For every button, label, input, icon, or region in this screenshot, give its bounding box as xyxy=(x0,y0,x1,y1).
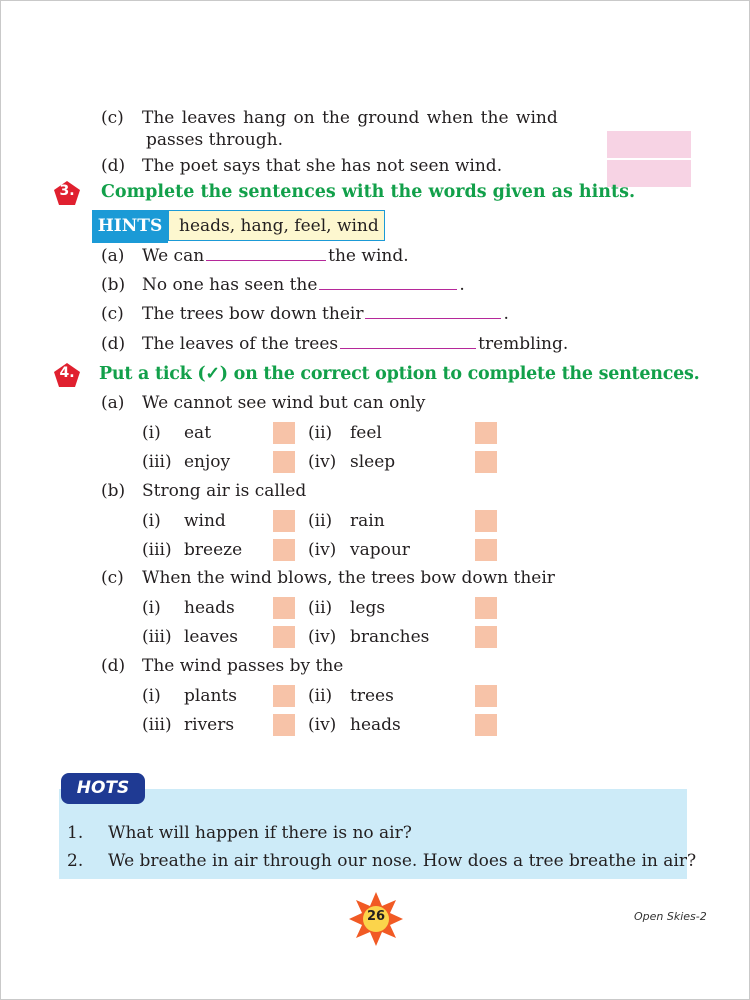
q4-heading: Put a tick (✓) on the correct option to complete the sentences. xyxy=(99,364,700,384)
tick-box[interactable] xyxy=(475,685,497,707)
q3-d-blank[interactable] xyxy=(340,334,476,349)
option-text: leaves xyxy=(184,627,239,647)
q4-question-label: (d) xyxy=(101,656,126,676)
answer-box-c[interactable] xyxy=(607,131,691,158)
hints-label: HINTS xyxy=(92,210,168,243)
item-c-text-cont: passes through. xyxy=(146,130,283,150)
q3-b-after: . xyxy=(459,275,465,295)
tick-box[interactable] xyxy=(273,451,295,473)
q3-d-sentence xyxy=(142,334,568,354)
option-number: (iv) xyxy=(308,715,337,735)
option-number: (ii) xyxy=(308,511,333,531)
option-number: (ii) xyxy=(308,598,333,618)
tick-box[interactable] xyxy=(475,714,497,736)
option-number: (i) xyxy=(142,511,161,531)
option-text: enjoy xyxy=(184,452,231,472)
item-d-text: The poet says that she has not seen wind. xyxy=(142,156,503,176)
q3-a-after: the wind. xyxy=(328,246,409,266)
item-c-text: The leaves hang on the ground when the wind xyxy=(142,108,558,128)
q3-c-label: (c) xyxy=(101,304,124,324)
q3-c-blank[interactable] xyxy=(365,304,501,319)
option-text: plants xyxy=(184,686,237,706)
q3-b-before: No one has seen the xyxy=(142,275,318,295)
q3-a-sentence xyxy=(142,246,409,266)
option-number: (iii) xyxy=(142,452,172,472)
option-number: (ii) xyxy=(308,686,333,706)
q4-number: 4. xyxy=(59,365,75,381)
q4-number-badge xyxy=(54,363,80,387)
q3-b-label: (b) xyxy=(101,275,126,295)
page-number-badge xyxy=(349,892,403,946)
option-number: (iv) xyxy=(308,452,337,472)
q4-question-text: Strong air is called xyxy=(142,481,307,501)
option-text: branches xyxy=(350,627,430,647)
item-c-label: (c) xyxy=(101,108,124,128)
option-text: feel xyxy=(350,423,382,443)
option-number: (iii) xyxy=(142,540,172,560)
page-number: 26 xyxy=(366,909,386,924)
hots-item-1-num: 1. xyxy=(67,823,84,843)
q4-question-text: The wind passes by the xyxy=(142,656,344,676)
option-number: (i) xyxy=(142,423,161,443)
q4-question-text: We cannot see wind but can only xyxy=(142,393,426,413)
option-text: breeze xyxy=(184,540,243,560)
hints-box: heads, hang, feel, wind xyxy=(168,210,385,241)
item-d-label: (d) xyxy=(101,156,126,176)
q3-d-label: (d) xyxy=(101,334,126,354)
option-number: (i) xyxy=(142,686,161,706)
q3-a-label: (a) xyxy=(101,246,125,266)
tick-box[interactable] xyxy=(475,451,497,473)
q4-question-text: When the wind blows, the trees bow down their xyxy=(142,568,555,588)
tick-box[interactable] xyxy=(475,597,497,619)
hots-item-1-text: What will happen if there is no air? xyxy=(108,823,412,843)
option-number: (iv) xyxy=(308,627,337,647)
tick-box[interactable] xyxy=(475,626,497,648)
tick-box[interactable] xyxy=(273,510,295,532)
option-text: legs xyxy=(350,598,386,618)
tick-box[interactable] xyxy=(273,714,295,736)
option-text: rain xyxy=(350,511,385,531)
option-number: (iii) xyxy=(142,715,172,735)
option-text: rivers xyxy=(184,715,235,735)
q4-question-label: (c) xyxy=(101,568,124,588)
option-text: vapour xyxy=(350,540,410,560)
q4-question-label: (b) xyxy=(101,481,126,501)
q3-a-blank[interactable] xyxy=(206,246,326,261)
q3-a-before: We can xyxy=(142,246,205,266)
q3-b-sentence xyxy=(142,275,465,295)
q3-number-badge xyxy=(54,181,80,205)
q3-d-before: The leaves of the trees xyxy=(142,334,339,354)
option-text: eat xyxy=(184,423,212,443)
q4-question-label: (a) xyxy=(101,393,125,413)
hots-item-2-num: 2. xyxy=(67,851,84,871)
hots-title: HOTS xyxy=(61,773,145,804)
option-number: (ii) xyxy=(308,423,333,443)
hots-item-2-text: We breathe in air through our nose. How does a tree breathe in air? xyxy=(108,851,697,871)
q3-b-blank[interactable] xyxy=(319,275,457,290)
book-title: Open Skies-2 xyxy=(634,910,707,923)
option-text: heads xyxy=(184,598,235,618)
q3-number: 3. xyxy=(59,183,75,199)
tick-box[interactable] xyxy=(475,422,497,444)
tick-box[interactable] xyxy=(475,539,497,561)
tick-box[interactable] xyxy=(273,597,295,619)
tick-box[interactable] xyxy=(273,422,295,444)
option-number: (iii) xyxy=(142,627,172,647)
option-text: sleep xyxy=(350,452,396,472)
q3-c-before: The trees bow down their xyxy=(142,304,364,324)
q3-c-sentence xyxy=(142,304,509,324)
q3-d-after: trembling. xyxy=(478,334,569,354)
option-number: (iv) xyxy=(308,540,337,560)
option-text: heads xyxy=(350,715,401,735)
option-number: (i) xyxy=(142,598,161,618)
option-text: trees xyxy=(350,686,394,706)
q3-heading: Complete the sentences with the words given as hints. xyxy=(101,182,636,202)
tick-box[interactable] xyxy=(273,685,295,707)
option-text: wind xyxy=(184,511,226,531)
tick-box[interactable] xyxy=(273,539,295,561)
tick-box[interactable] xyxy=(273,626,295,648)
q3-c-after: . xyxy=(503,304,509,324)
tick-box[interactable] xyxy=(475,510,497,532)
